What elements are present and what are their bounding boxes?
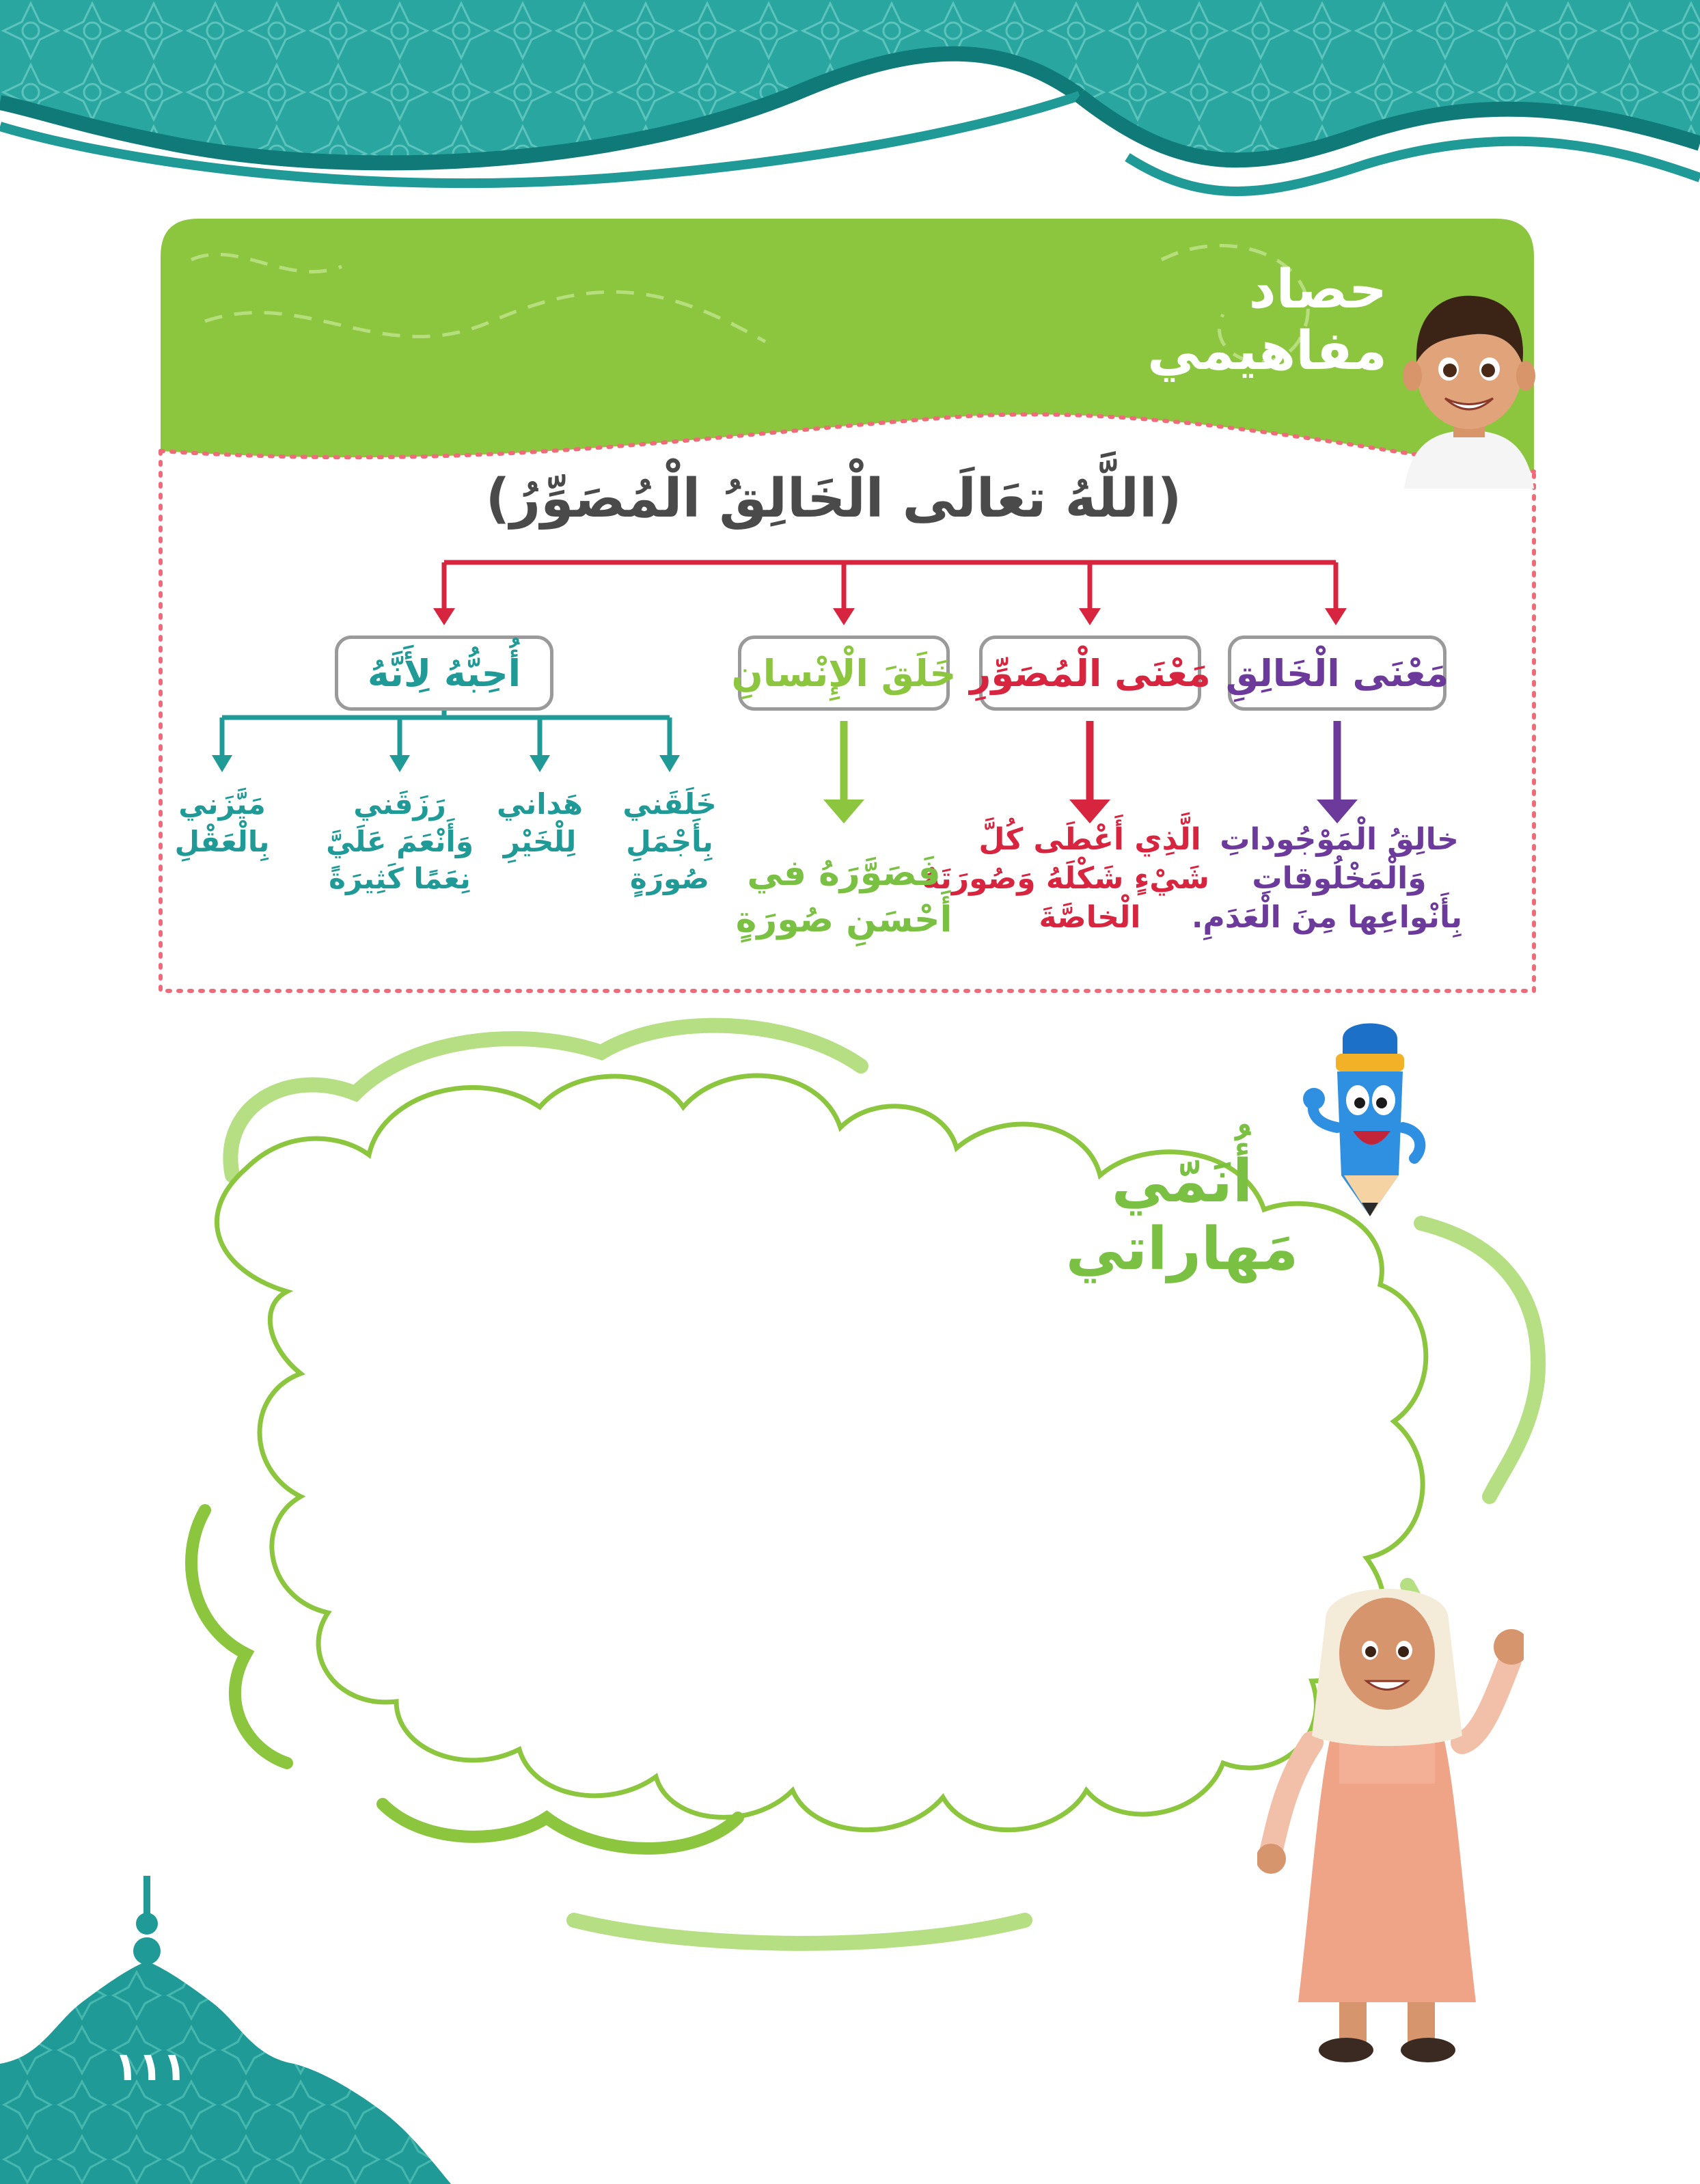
- green-arrow: [823, 800, 864, 823]
- creator-definition-line1: خالِقُ الْمَوْجُوداتِ: [1220, 822, 1459, 857]
- page-number: ١١١: [113, 2043, 187, 2090]
- reason-distinguished-me: [161, 786, 284, 860]
- fashioner-definition-line2: شَيْءٍ شَكْلَهُ وَصُورَتَهُ: [922, 861, 1209, 897]
- reason-provided-me-line1: رَزَقَني: [353, 787, 446, 821]
- creator-definition-line3: بِأَنْواعِها مِنَ الْعَدَمِ.: [1191, 900, 1462, 936]
- arrow-to-creator: [1325, 608, 1347, 625]
- skills-heading-line1: أُنَمّي: [1111, 1147, 1253, 1216]
- mosque-dome-decoration: [0, 1859, 478, 2184]
- reason-created-me-line3: صُورَةٍ: [630, 862, 709, 896]
- box-human-creation: خَلَقَ الْإِنْسانِ: [738, 636, 950, 711]
- concept-map-title: (اللَّهُ تعَالَى الْخَالِقُ الْمُصَوِّرُ): [485, 468, 1182, 530]
- box-love-because: [335, 636, 553, 711]
- fashioner-definition-line3: الْخاصَّةَ: [1039, 900, 1141, 936]
- skills-heading-line2: مَهاراتي: [1065, 1214, 1299, 1283]
- box-love-because-label: أُحِبُّهُ لِأَنَّهُ: [367, 651, 521, 695]
- reason-distinguished-me-line1: مَيَّزَني: [178, 787, 266, 821]
- girl-character: [1257, 1579, 1524, 2071]
- fashioner-definition: [922, 820, 1209, 938]
- section-heading-line1: حصاد: [1248, 259, 1387, 320]
- arrow-to-love: [433, 608, 455, 625]
- box-creator-meaning: مَعْنَى الْخَالِقِ: [1228, 636, 1447, 711]
- fashioner-definition-line1: الَّذِي أَعْطَى كُلَّ: [978, 822, 1201, 857]
- creator-definition: [1191, 820, 1462, 938]
- reason-provided-me-line2: وَأَنْعَمَ عَلَيَّ: [326, 824, 474, 858]
- reason-created-me: [601, 786, 738, 898]
- reason-created-me-line1: خَلَقَني: [622, 787, 717, 821]
- reason-provided-me-line3: نِعَمًا كَثِيرَةً: [329, 862, 471, 896]
- arrow-to-human: [833, 608, 855, 625]
- pencil-mascot: [1295, 1011, 1445, 1223]
- human-definition: [728, 851, 960, 943]
- reason-guided-me-line1: هَداني: [496, 787, 584, 821]
- arrow-to-fashioner: [1079, 608, 1101, 625]
- reason-provided-me: [311, 786, 489, 898]
- creator-definition-line2: وَالْمَخْلُوقاتِ: [1252, 861, 1427, 897]
- reason-guided-me-line2: لِلْخَيْرِ: [503, 824, 577, 858]
- human-definition-line1: فَصَوَّرَهُ في: [747, 853, 941, 894]
- section-heading-line2: مفاهيمي: [1147, 320, 1387, 382]
- reason-distinguished-me-line2: بِالْعَقْلِ: [174, 824, 270, 858]
- reason-guided-me: [478, 786, 601, 860]
- box-fashioner-meaning: مَعْنَى الْمُصَوِّرِ: [979, 636, 1201, 711]
- human-definition-line2: أَحْسَنِ صُورَةٍ: [735, 899, 952, 940]
- skills-heading: [1052, 1148, 1312, 1283]
- reason-created-me-line2: بِأَجْمَلِ: [626, 824, 713, 858]
